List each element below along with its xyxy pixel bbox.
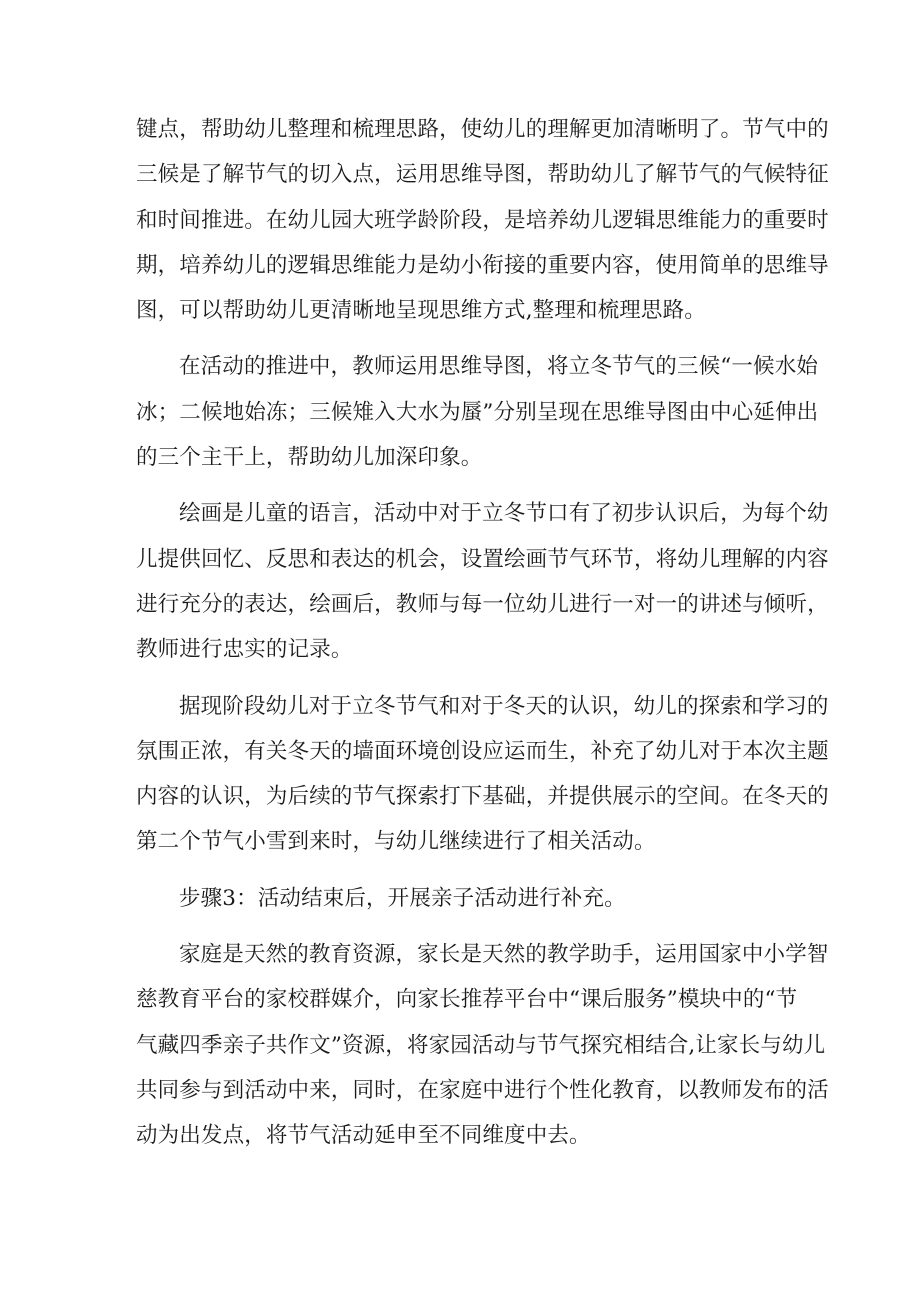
text-line: 据现阶段幼儿对于立冬节气和对于冬天的认识，幼儿的探索和学习的 [179,693,829,719]
text-line: 和时间推进。在幼儿园大班学龄阶段，是培养幼儿逻辑思维能力的重要时 [136,207,829,233]
text-line: 三候是了解节气的切入点，运用思维导图，帮助幼儿了解节气的气候特征 [136,162,829,188]
paragraph-3 [136,491,829,672]
text-line: 家庭是天然的教育资源，家长是天然的教学助手，运用国家中小学智 [179,942,829,968]
text-line: 绘画是儿童的语言，活动中对于立冬节口有了初步认识后，为每个幼 [179,501,829,527]
text-line: 教师进行忠实的记录。 [136,637,353,663]
text-line: 动为出发点，将节气活动延申至不同维度中去。 [136,1123,591,1149]
paragraph-1 [136,107,829,333]
text-line: 键点，帮助幼儿整理和梳理思路，使幼儿的理解更加清晰明了。节气中的 [136,117,829,142]
text-line: 在活动的推进中，教师运用思维导图，将立冬节气的三候“一候水始 [179,354,818,380]
text-line: 内容的认识，为后续的节气探索打下基础，并提供展示的空间。在冬天的 [136,784,829,810]
paragraph-2 [136,344,819,480]
paragraph-4 [136,684,829,865]
text-line: 第二个节气小雪到来时，与幼儿继续进行了相关活动。 [136,829,656,855]
text-line: 步骤3：活动结束后，开展亲子活动进行补充。 [179,885,626,911]
text-line: 冰；二候地始冻；三候雉入大水为蜃”分别呈现在思维导图由中心延伸出 [136,399,819,425]
paragraph-5-step-heading [136,876,786,921]
text-line: 共同参与到活动中来，同时，在家庭中进行个性化教育，以教师发布的活 [136,1077,829,1103]
text-line: 进行充分的表达，绘画后，教师与每一位幼儿进行一对一的讲述与倾听， [136,591,829,617]
text-line: 期，培养幼儿的逻辑思维能力是幼小衔接的重要内容，使用简单的思维导 [136,252,829,278]
text-line: 慈教育平台的家校群媒介，向家长推荐平台中“课后服务”模块中的“节 [136,987,798,1013]
text-line: 气藏四季亲子共作文”资源，将家园活动与节气探究相结合,让家长与幼儿 [136,1032,826,1058]
text-line: 的三个主干上，帮助幼儿加深印象。 [136,445,483,471]
paragraph-6 [136,932,829,1158]
text-line: 图，可以帮助幼儿更清晰地呈现思维方式,整理和梳理思路。 [136,298,706,324]
text-line: 氛围正浓，有关冬天的墙面环境创设应运而生，补充了幼儿对于本次主题 [136,738,829,764]
text-line: 儿提供回忆、反思和表达的机会，设置绘画节气环节，将幼儿理解的内容 [136,546,829,572]
document-body [136,107,829,1159]
